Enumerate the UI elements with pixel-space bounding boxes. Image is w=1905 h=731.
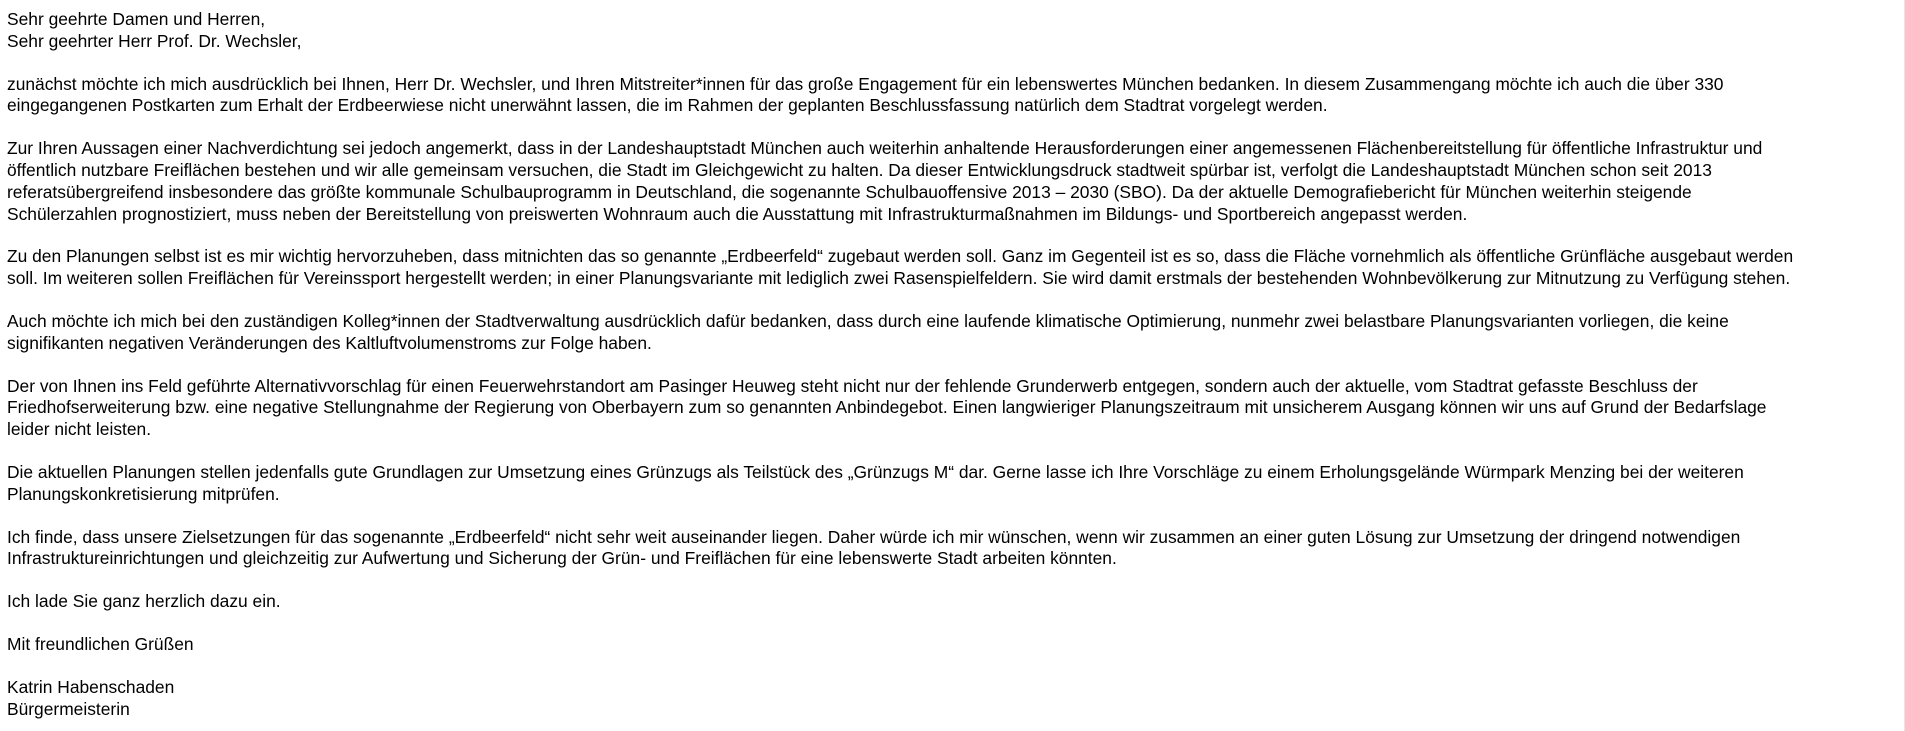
- paragraph-line: soll. Im weiteren sollen Freiflächen für Vereinssport hergestellt werden; in einer Planungsvariante mit lediglich zwei Rasenspielfeldern. Sie wird damit erstmals der bestehenden Wohnbevölkerung zur Mitnutzung zu Verfügung stehen.: [7, 268, 1791, 289]
- paragraph: [7, 462, 1897, 506]
- paragraph-line: leider nicht leisten.: [7, 419, 152, 440]
- paragraph: [7, 311, 1897, 355]
- paragraph-line: Infrastruktureinrichtungen und gleichzeitig zur Aufwertung und Sicherung der Grün- und Freiflächen für eine lebenswerte Stadt arbeiten könnten.: [7, 548, 1117, 569]
- paragraph-line: Der von Ihnen ins Feld geführte Alternativvorschlag für einen Feuerwehrstandort am Pasinger Heuweg steht nicht nur der fehlende Grunderwerb entgegen, sondern auch der aktuelle, vom Stadtrat gefasste Beschluss der: [7, 375, 1698, 396]
- paragraph-line: Auch möchte ich mich bei den zuständigen Kolleg*innen der Stadtverwaltung ausdrücklich dafür bedanken, dass durch eine laufende klimatische Optimierung, nunmehr zwei belastbare Planungsvarianten vorliegen, die keine: [7, 310, 1729, 331]
- paragraph-line: öffentlich nutzbare Freiflächen bestehen und wir alle gemeinsam versuchen, die Stadt im Gleichgewicht zu halten. Da dieser Entwicklungsdruck stadtweit spürbar ist, verfolgt die Landeshauptstadt München schon seit 2013: [7, 159, 1712, 180]
- paragraph-line: Planungskonkretisierung mitprüfen.: [7, 483, 280, 504]
- signature-block: [7, 677, 1897, 721]
- paragraph-line: signifikanten negativen Veränderungen des Kaltluftvolumenstroms zur Folge haben.: [7, 332, 652, 353]
- paragraph: [7, 591, 1897, 613]
- letter-document: [7, 9, 1897, 720]
- paragraph-line: Friedhofserweiterung bzw. eine negative Stellungnahme der Regierung von Oberbayern zum so genannten Anbindegebot. Einen langwieriger Planungszeitraum mit unsicherem Ausgang können wir uns auf Grund der Bedarfslage: [7, 397, 1767, 418]
- paragraph: [7, 376, 1897, 441]
- salutation-line: Sehr geehrter Herr Prof. Dr. Wechsler,: [7, 30, 302, 51]
- paragraph: [7, 246, 1897, 290]
- paragraph-line: Ich finde, dass unsere Zielsetzungen für das sogenannte „Erdbeerfeld“ nicht sehr weit auseinander liegen. Daher würde ich mir wünschen, wenn wir zusammen an einer guten Lösung zur Umsetzung der dringend notwendigen: [7, 526, 1741, 547]
- paragraph: [7, 138, 1897, 225]
- paragraph-line: referatsübergreifend insbesondere das größte kommunale Schulbauprogramm in Deutschland, die sogenannte Schulbauoffensive 2013 – 2030 (SBO). Da der aktuelle Demografiebericht für München weiterhin steigende: [7, 181, 1692, 202]
- salutation-block: [7, 9, 1897, 53]
- paragraph-line: eingegangenen Postkarten zum Erhalt der Erdbeerwiese nicht unerwähnt lassen, die im Rahmen der geplanten Beschlussfassung natürlich dem Stadtrat vorgelegt werden.: [7, 95, 1328, 116]
- signature-title: Bürgermeisterin: [7, 698, 130, 719]
- paragraph: [7, 527, 1897, 571]
- paragraph-line: Zu den Planungen selbst ist es mir wichtig hervorzuheben, dass mitnichten das so genannte „Erdbeerfeld“ zugebaut werden soll. Ganz im Gegenteil ist es so, dass die Fläche vornehmlich als öffentliche Grünfläche ausgebaut werden: [7, 246, 1794, 267]
- paragraph-line: Schülerzahlen prognostiziert, muss neben der Bereitstellung von preiswerten Wohnraum auch die Ausstattung mit Infrastrukturmaßnahmen im Bildungs- und Sportbereich angepasst werden.: [7, 203, 1468, 224]
- closing-line: Mit freundlichen Grüßen: [7, 633, 194, 654]
- paragraph-line: Ich lade Sie ganz herzlich dazu ein.: [7, 591, 281, 612]
- paragraph-line: Die aktuellen Planungen stellen jedenfalls gute Grundlagen zur Umsetzung eines Grünzugs als Teilstück des „Grünzugs M“ dar. Gerne lasse ich Ihre Vorschläge zu einem Erholungsgelände Würmpark Menzing bei der weiteren: [7, 461, 1744, 482]
- signature-name: Katrin Habenschaden: [7, 676, 175, 697]
- paragraph-line: zunächst möchte ich mich ausdrücklich bei Ihnen, Herr Dr. Wechsler, und Ihren Mitstreiter*innen für das große Engagement für ein lebenswertes München bedanken. In diesem Zusammengang möchte ich auch die über 330: [7, 73, 1724, 94]
- closing-block: [7, 634, 1897, 656]
- salutation-line: Sehr geehrte Damen und Herren,: [7, 9, 266, 29]
- paragraph-line: Zur Ihren Aussagen einer Nachverdichtung sei jedoch angemerkt, dass in der Landeshauptstadt München auch weiterhin anhaltende Herausforderungen einer angemessenen Flächenbereitstellung für öffentliche Infrastruktur und: [7, 138, 1763, 159]
- paragraph: [7, 74, 1897, 118]
